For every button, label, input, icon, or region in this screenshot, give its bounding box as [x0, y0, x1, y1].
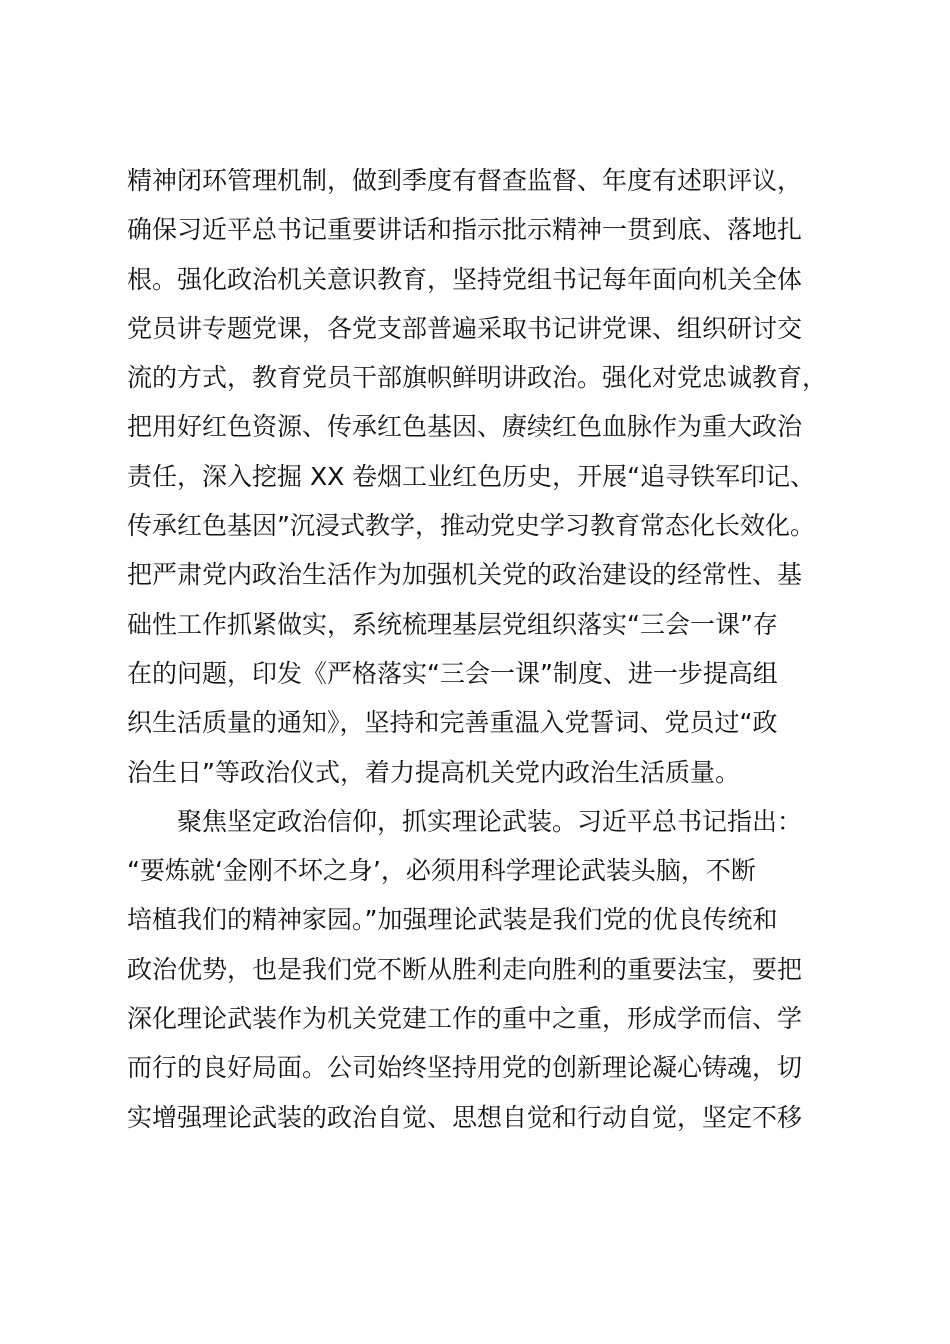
text-line: 实增强理论武装的政治自觉、思想自觉和行动自觉，坚定不移: [127, 1102, 803, 1132]
text-line: 而行的良好局面。公司始终坚持用党的创新理论凝心铸魂，切: [127, 1053, 803, 1083]
document-body: [127, 156, 832, 1142]
text-line: 把用好红色资源、传承红色基因、赓续红色血脉作为重大政治: [127, 412, 803, 442]
text-line: 治生日”等政治仪式，着力提高机关党内政治生活质量。: [127, 757, 740, 787]
paragraph-start-line: 聚焦坚定政治信仰，抓实理论武装。习近平总书记指出：: [177, 806, 803, 836]
text-line: 传承红色基因”沉浸式教学，推动党史学习教育常态化长效化。: [127, 511, 815, 541]
text-line: 深化理论武装作为机关党建工作的重中之重，形成学而信、学: [127, 1004, 803, 1034]
text-line: 培植我们的精神家园。”加强理论武装是我们党的优良传统和: [127, 905, 778, 935]
text-line: 流的方式，教育党员干部旗帜鲜明讲政治。强化对党忠诚教育，: [127, 363, 828, 393]
text-line: 织生活质量的通知》，坚持和完善重温入党誓词、党员过“政: [127, 708, 778, 738]
text-line: 党员讲专题党课，各党支部普遍采取书记讲党课、组织研讨交: [127, 313, 803, 343]
text-line: 政治优势，也是我们党不断从胜利走向胜利的重要法宝，要把: [127, 954, 803, 984]
text-line: 根。强化政治机关意识教育，坚持党组书记每年面向机关全体: [127, 264, 803, 294]
text-line: 确保习近平总书记重要讲话和指示批示精神一贯到底、落地扎: [127, 215, 803, 245]
text-line: 础性工作抓紧做实，系统梳理基层党组织落实“三会一课”存: [127, 609, 778, 639]
text-line: 精神闭环管理机制，做到季度有督查监督、年度有述职评议，: [127, 166, 803, 195]
text-line: “要炼就‘金刚不坏之身’，必须用科学理论武装头脑，不断: [127, 856, 756, 886]
text-line: 在的问题，印发《严格落实“三会一课”制度、进一步提高组: [127, 658, 778, 688]
text-line: 责任，深入挖掘 XX 卷烟工业红色历史，开展“追寻铁军印记、: [127, 461, 816, 491]
text-line: 把严肃党内政治生活作为加强机关党的政治建设的经常性、基: [127, 560, 803, 590]
